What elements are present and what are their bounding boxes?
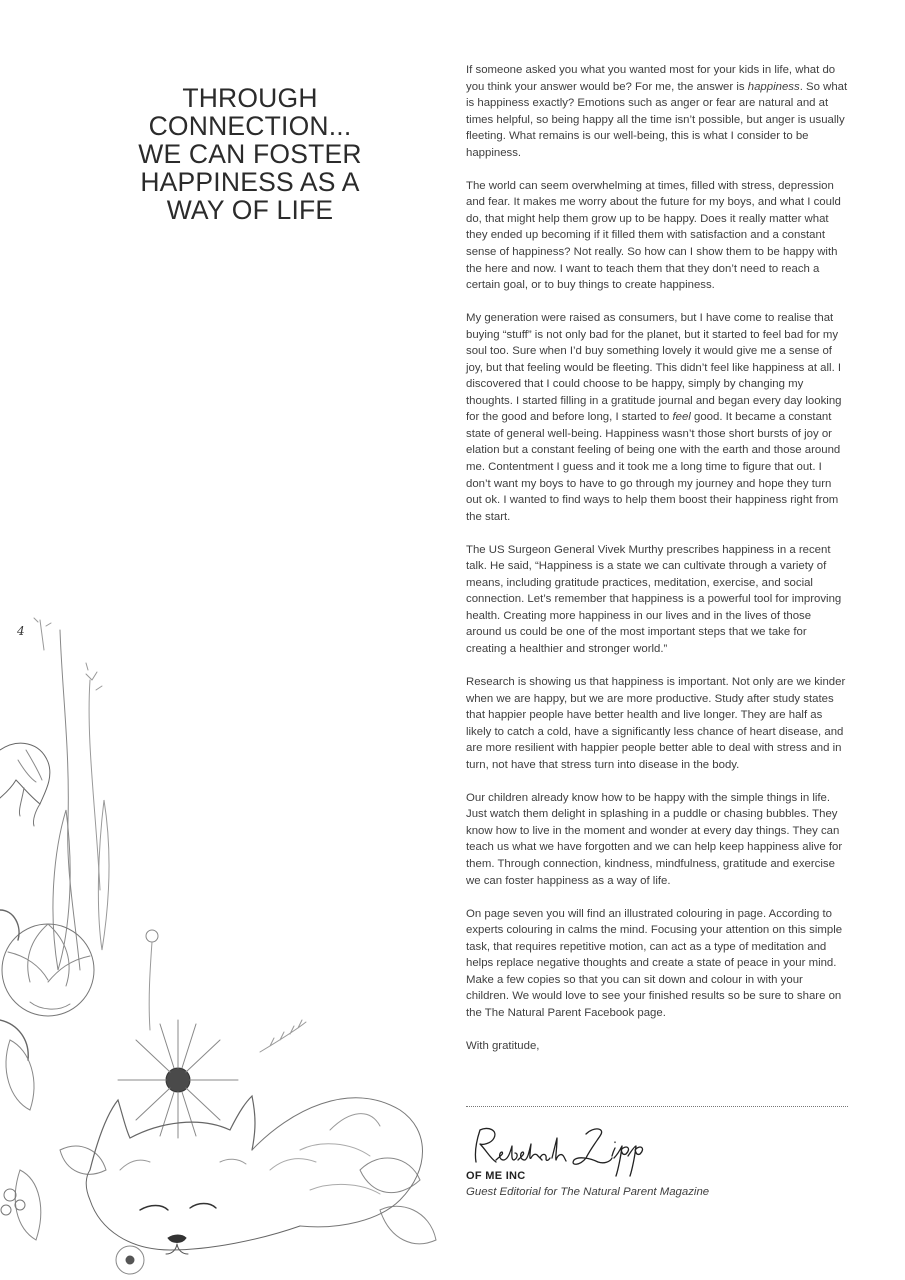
article-paragraph: If someone asked you what you wanted most for your kids in life, what do you think your answer would be? For me, the answer is happiness. So what is happiness exactly? Emotions such as anger or fear are natural and at times helpful, so being happy all the time isn’t possible, but anger is usually fleeting. What remains is our well-being, this is what I consider to be happiness. (466, 64, 848, 159)
closing-line: With gratitude, (466, 1039, 540, 1052)
page-number: 4 (17, 624, 25, 638)
headline (120, 84, 380, 224)
headline-line: WAY OF LIFE (166, 195, 334, 225)
dotted-divider (466, 1106, 848, 1107)
headline-line: CONNECTION... (148, 111, 352, 141)
article-paragraph: On page seven you will find an illustrated colouring in page. According to experts colouring in calms the mind. Focusing your attention on this simple task, that requires repetitive motion, can act as a type of meditation and helps replace negative thoughts and create a state of peace in your mind. Make a few copies so that you can sit down and colour in with your children. We would love to see your finished results so be sure to share on the The Natural Parent Facebook page. (466, 907, 843, 1019)
headline-line: THROUGH (182, 83, 318, 113)
article-paragraph: Research is showing us that happiness is important. Not only are we kinder when we are happy, but we are more productive. Study after study states that happier people have better health and live longer. They are half as likely to catch a cold, have a significantly less chance of heart disease, and are more resilient with happier people better able to deal with stress and in turn, not have that stress turn into disease in the body. (466, 676, 846, 771)
article-paragraph: Our children already know how to be happy with the simple things in life. Just watch them delight in splashing in a puddle or chasing bubbles. They know how to live in the moment and wonder at every day things. They can teach us what we have forgotten and we can help keep happiness alive for them. Through connection, kindness, mindfulness, gratitude and exercise we can foster happiness as a way of life. (466, 791, 843, 887)
author-role: Guest Editorial for The Natural Parent Magazine (466, 1186, 710, 1198)
article-paragraph: The world can seem overwhelming at times, filled with stress, depression and fear. It makes me worry about the future for my boys, and what I could do, that might help them grow up to be happy. Does it really matter what they ended up becoming if it filled them with satisfaction and a constant sense of happiness? Not really. So how can I show them to be happy with the here and now. I want to teach them that they don’t need to reach a certain goal, or to buy things to create happiness. (466, 179, 841, 292)
article-body (466, 62, 848, 1071)
headline-line: WE CAN FOSTER (138, 139, 362, 169)
article-paragraph: The US Surgeon General Vivek Murthy prescribes happiness in a recent talk. He said, “Happiness is a state we can cultivate through a variety of means, including gratitude practices, meditation, exercise, and social connection. Let’s remember that happiness is a powerful tool for improving health. Creating more happiness in our lives and in the lives of those around us could be one of the most important steps that we take for creating a healthier and stronger world.” (466, 543, 842, 655)
company-name: OF ME INC (466, 1170, 526, 1182)
article-paragraph: My generation were raised as consumers, but I have come to realise that buying “stuff” is not only bad for the planet, but it started to feel bad for my soul too. Sure when I’d buy something lovely it would give me a sense of joy, but that feeling would be fleeting. This didn’t feel like happiness at all. I discovered that I could choose to be happy, simply by changing my thoughts. I started filling in a gratitude journal and began every day looking for the good and before long, I started to feel good. It became a constant state of general well-being. Happiness wasn’t those short bursts of joy or elation but a constant feeling of being one with the earth and those around me. Contentment I guess and it took me a long time to figure that out. I don’t want my boys to have to go through my journey and hope they turn out ok. I wanted to find ways to help them boost their happiness right from the start. (466, 312, 842, 523)
headline-line: HAPPINESS AS A (140, 167, 360, 197)
floral-fox-illustration (0, 610, 450, 1280)
